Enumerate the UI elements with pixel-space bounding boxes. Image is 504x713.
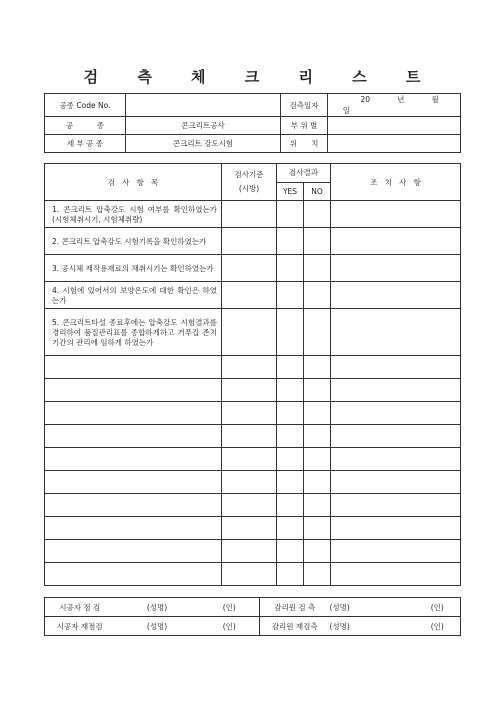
header-action: 조 치 사 항: [331, 164, 461, 201]
yes-cell[interactable]: [277, 201, 304, 228]
yes-cell[interactable]: [277, 517, 304, 540]
signature-name[interactable]: (성명): [330, 617, 415, 636]
header-criteria-line2: (시방): [238, 184, 260, 193]
signature-role: 감리원 검 측: [260, 598, 330, 617]
info-value: [328, 135, 461, 153]
info-row: [45, 135, 461, 153]
action-cell[interactable]: [331, 517, 461, 540]
no-cell[interactable]: [304, 402, 331, 425]
item-cell[interactable]: [45, 540, 222, 563]
no-cell[interactable]: [304, 356, 331, 379]
checklist-empty-row: [45, 540, 461, 563]
checklist-empty-row: [45, 517, 461, 540]
signature-seal[interactable]: (인): [200, 598, 260, 617]
no-cell[interactable]: [304, 517, 331, 540]
checklist-item-row: [45, 255, 461, 282]
info-row: [45, 117, 461, 135]
criteria-cell[interactable]: [222, 563, 277, 586]
action-cell[interactable]: [331, 471, 461, 494]
item-cell[interactable]: [45, 517, 222, 540]
checklist-item-row: [45, 228, 461, 255]
no-cell[interactable]: [304, 282, 331, 309]
info-label: 위 치: [281, 135, 328, 153]
yes-cell[interactable]: [277, 448, 304, 471]
no-cell[interactable]: [304, 201, 331, 228]
date-month-unit: 월: [431, 95, 439, 104]
yes-cell[interactable]: [277, 255, 304, 282]
checklist-empty-row: [45, 425, 461, 448]
header-criteria-line1: 검사기준: [234, 170, 264, 179]
action-cell[interactable]: [331, 309, 461, 356]
date-day-unit: 일: [342, 106, 350, 115]
no-cell[interactable]: [304, 494, 331, 517]
document-title: 검 측 체 크 리 스 트: [83, 68, 438, 86]
item-cell[interactable]: [45, 356, 222, 379]
header-item: 검 사 항 목: [45, 164, 222, 201]
checklist-empty-row: [45, 471, 461, 494]
item-cell[interactable]: [45, 379, 222, 402]
yes-cell[interactable]: [277, 356, 304, 379]
action-cell[interactable]: [331, 282, 461, 309]
inspection-date: [328, 94, 461, 117]
header-yes: YES: [277, 182, 304, 201]
criteria-cell[interactable]: [222, 379, 277, 402]
yes-cell[interactable]: [277, 379, 304, 402]
criteria-cell[interactable]: [222, 517, 277, 540]
yes-cell[interactable]: [277, 228, 304, 255]
date-year-prefix: 20: [360, 95, 370, 104]
item-cell[interactable]: [45, 425, 222, 448]
yes-cell[interactable]: [277, 494, 304, 517]
no-cell[interactable]: [304, 471, 331, 494]
checklist-item: 1. 콘크리트 압축강도 시험 여부를 확인하였는가(시험체취시기, 시험체취량): [45, 201, 222, 228]
checklist-item: 4. 시험에 있어서의 보양온도에 대한 확인은 하였는가: [45, 282, 222, 309]
no-cell[interactable]: [304, 255, 331, 282]
signature-role: 시공자 재점검: [45, 617, 115, 636]
criteria-cell[interactable]: [222, 471, 277, 494]
no-cell[interactable]: [304, 425, 331, 448]
criteria-cell[interactable]: [222, 228, 277, 255]
signature-row: [45, 598, 461, 617]
action-cell[interactable]: [331, 540, 461, 563]
no-cell[interactable]: [304, 379, 331, 402]
action-cell[interactable]: [331, 379, 461, 402]
checklist-item-row: [45, 282, 461, 309]
header-no: NO: [304, 182, 331, 201]
signature-seal[interactable]: (인): [415, 617, 461, 636]
checklist-empty-row: [45, 402, 461, 425]
info-value: [328, 117, 461, 135]
no-cell[interactable]: [304, 563, 331, 586]
criteria-cell[interactable]: [222, 282, 277, 309]
checklist-empty-row: [45, 356, 461, 379]
item-cell[interactable]: [45, 448, 222, 471]
criteria-cell[interactable]: [222, 425, 277, 448]
criteria-cell[interactable]: [222, 448, 277, 471]
checklist-item: 2. 콘크리트 압축강도 시험기록을 확인하였는가: [45, 228, 222, 255]
info-table: [44, 93, 461, 153]
item-cell[interactable]: [45, 494, 222, 517]
yes-cell[interactable]: [277, 540, 304, 563]
action-cell[interactable]: [331, 201, 461, 228]
signature-seal[interactable]: (인): [200, 617, 260, 636]
no-cell[interactable]: [304, 309, 331, 356]
signature-row: [45, 617, 461, 636]
date-year-unit: 년: [397, 95, 405, 104]
action-cell[interactable]: [331, 563, 461, 586]
signature-role: 감리원 재검측: [260, 617, 330, 636]
no-cell[interactable]: [304, 448, 331, 471]
checklist-table: [44, 163, 461, 586]
criteria-cell[interactable]: [222, 201, 277, 228]
checklist-empty-row: [45, 563, 461, 586]
info-value: [126, 94, 281, 117]
checklist-header-row: [45, 164, 461, 183]
action-cell[interactable]: [331, 255, 461, 282]
info-label: 공종 Code No.: [45, 94, 126, 117]
signature-name[interactable]: (성명): [115, 598, 200, 617]
checklist-item-row: [45, 309, 461, 356]
yes-cell[interactable]: [277, 402, 304, 425]
item-cell[interactable]: [45, 563, 222, 586]
info-label: 세 부 공 종: [45, 135, 126, 153]
action-cell[interactable]: [331, 228, 461, 255]
action-cell[interactable]: [331, 402, 461, 425]
checklist-item: 5. 콘크리트타설 종료후에는 압축강도 시험결과를 경리하여 품질관리표를 종합하게하고 거푸집 존치기간의 관리에 임하게 하였는가: [45, 309, 222, 356]
signature-table: [44, 597, 461, 636]
checklist-empty-row: [45, 448, 461, 471]
checklist-item-row: [45, 201, 461, 228]
header-result: 검사결과: [277, 164, 331, 183]
action-cell[interactable]: [331, 425, 461, 448]
yes-cell[interactable]: [277, 563, 304, 586]
info-value: 콘크리트 강도시험: [126, 135, 281, 153]
criteria-cell[interactable]: [222, 356, 277, 379]
criteria-cell[interactable]: [222, 494, 277, 517]
criteria-cell[interactable]: [222, 402, 277, 425]
signature-name[interactable]: (성명): [115, 617, 200, 636]
yes-cell[interactable]: [277, 425, 304, 448]
info-value: 콘크리트공사: [126, 117, 281, 135]
info-label: 공 종: [45, 117, 126, 135]
criteria-cell[interactable]: [222, 255, 277, 282]
signature-seal[interactable]: (인): [415, 598, 461, 617]
header-criteria: [222, 164, 277, 201]
info-label: 검측일자: [281, 94, 328, 117]
signature-name[interactable]: (성명): [330, 598, 415, 617]
item-cell[interactable]: [45, 471, 222, 494]
info-label: 부 위 별: [281, 117, 328, 135]
criteria-cell[interactable]: [222, 540, 277, 563]
item-cell[interactable]: [45, 402, 222, 425]
criteria-cell[interactable]: [222, 309, 277, 356]
yes-cell[interactable]: [277, 282, 304, 309]
no-cell[interactable]: [304, 228, 331, 255]
action-cell[interactable]: [331, 448, 461, 471]
info-row: [45, 94, 461, 117]
checklist-item: 3. 공시체 제작용재료의 채취시기는 확인하였는가: [45, 255, 222, 282]
yes-cell[interactable]: [277, 471, 304, 494]
checklist-empty-row: [45, 494, 461, 517]
signature-role: 시공자 점 검: [45, 598, 115, 617]
checklist-empty-row: [45, 379, 461, 402]
action-cell[interactable]: [331, 494, 461, 517]
action-cell[interactable]: [331, 356, 461, 379]
yes-cell[interactable]: [277, 309, 304, 356]
no-cell[interactable]: [304, 540, 331, 563]
